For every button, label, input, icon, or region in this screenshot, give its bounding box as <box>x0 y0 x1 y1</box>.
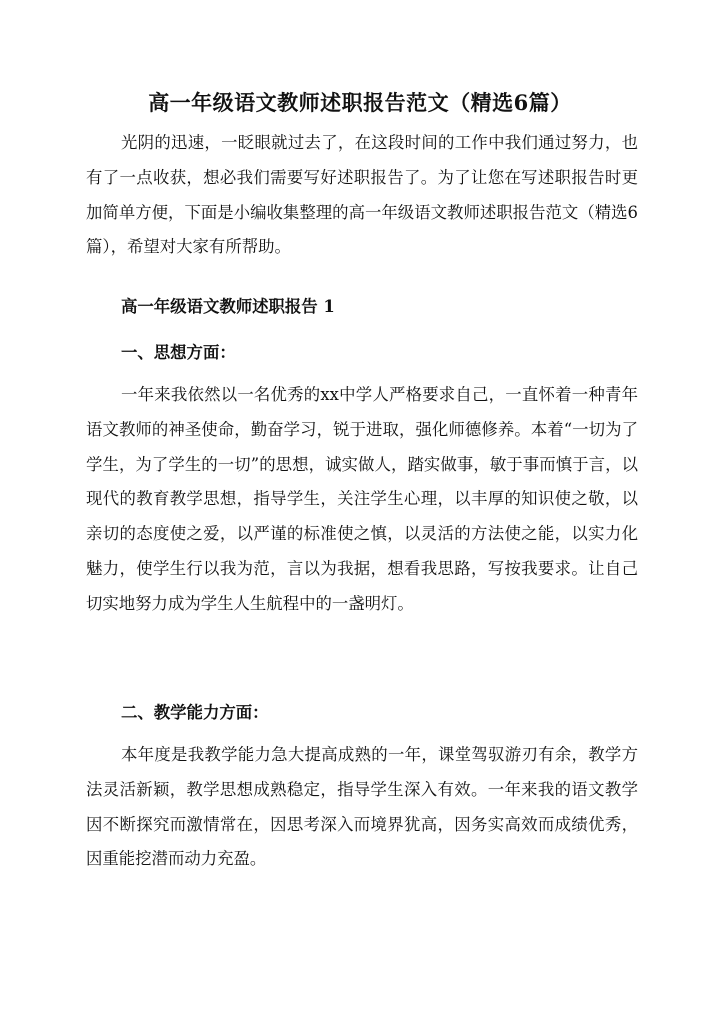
section-body-thought: 一年来我依然以一名优秀的xx中学人严格要求自己，一直怀着一种青年语文教师的神圣使命，勤奋学习，锐于进取，强化师德修养。本着“一切为了学生，为了学生的一切”的思想，诚实做人，踏实做事，敏于事而慎于言，以现代的教育教学思想，指导学生，关注学生心理，以丰厚的知识使之敬，以亲切的态度使之爱，以严谨的标准使之慎，以灵活的方法使之能，以实力化魅力，使学生行以我为范，言以为我据，想看我思路，写按我要求。让自己切实地努力成为学生人生航程中的一盏明灯。 <box>86 385 638 613</box>
section-heading-thought: 一、思想方面： <box>121 343 236 362</box>
document-title: 高一年级语文教师述职报告范文（精选6篇） <box>148 90 572 115</box>
report-heading: 高一年级语文教师述职报告 1 <box>121 297 335 316</box>
section-body-teaching: 本年度是我教学能力急大提高成熟的一年，课堂驾驭游刃有余，教学方法灵活新颖，教学思想成熟稳定，指导学生深入有效。一年来我的语文教学因不断探究而激情常在，因思考深入而境界犹高，因务实高效而成绩优秀，因重能挖潜而动力充盈。 <box>86 745 638 869</box>
intro-paragraph: 光阴的迅速，一眨眼就过去了，在这段时间的工作中我们通过努力，也有了一点收获，想必我们需要写好述职报告了。为了让您在写述职报告时更加简单方便，下面是小编收集整理的高一年级语文教师述职报告范文（精选6篇），希望对大家有所帮助。 <box>86 133 638 257</box>
section-heading-teaching: 二、教学能力方面： <box>121 703 269 722</box>
